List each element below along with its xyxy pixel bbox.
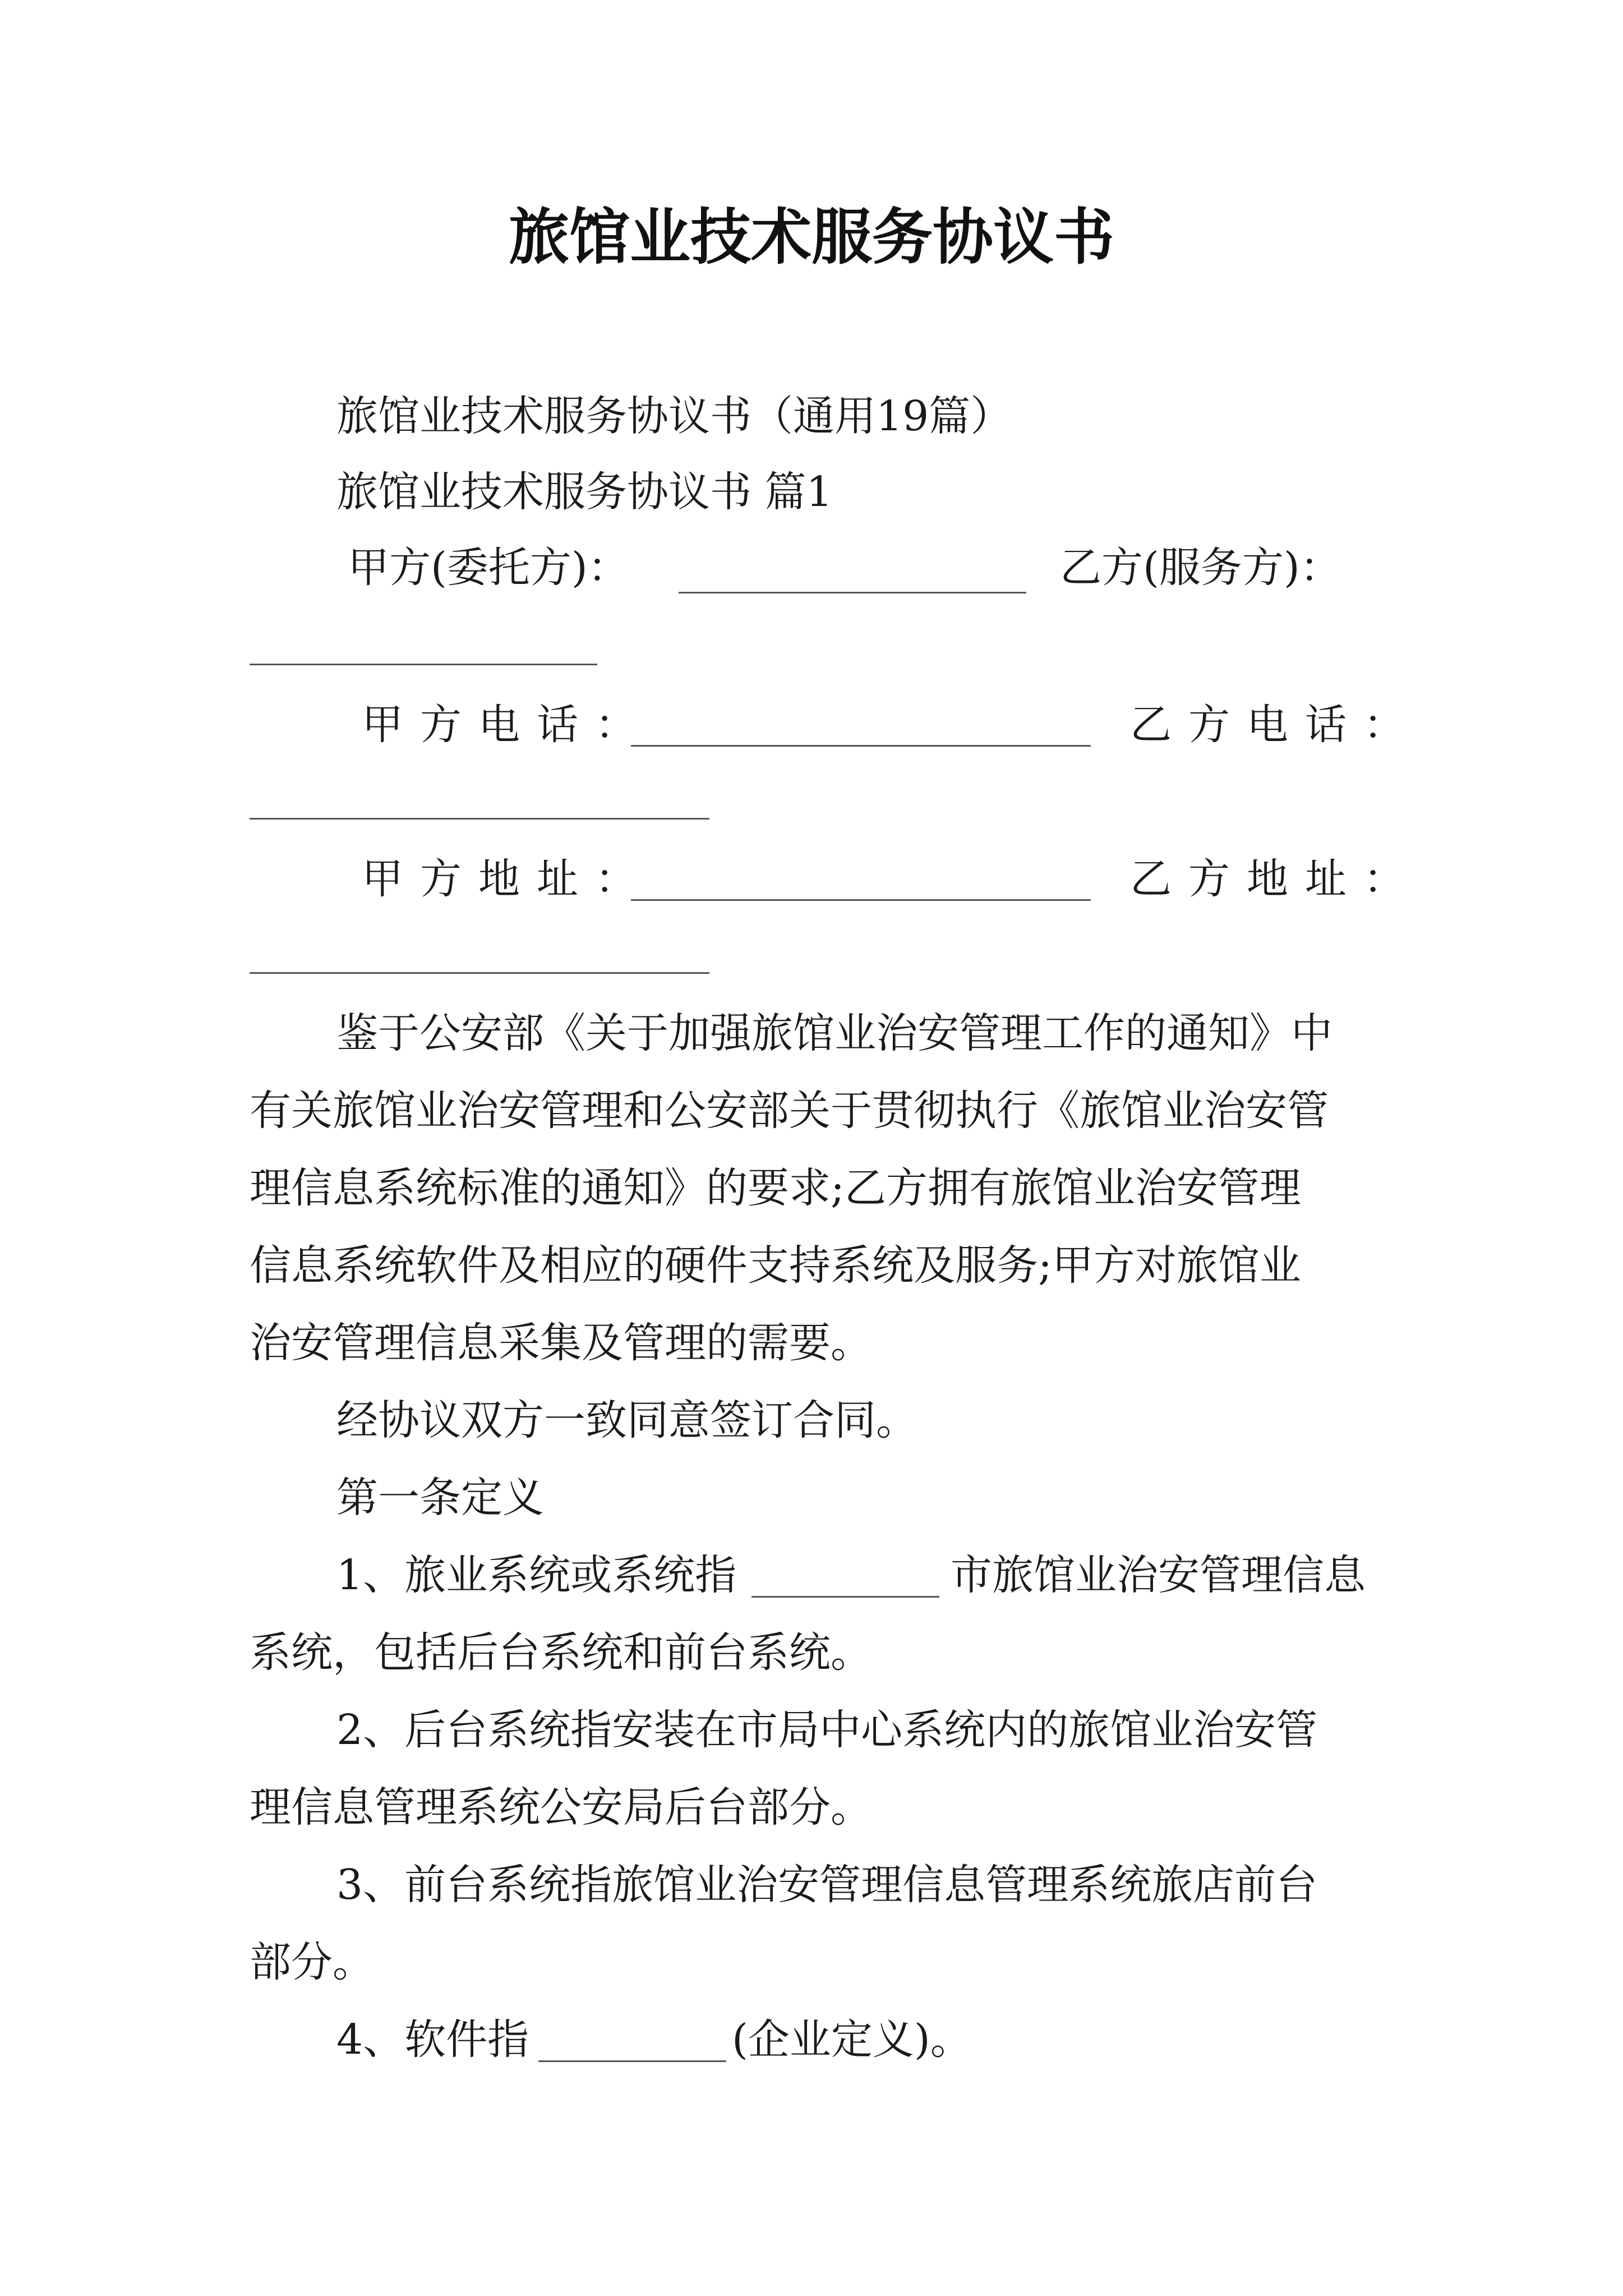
party-b-label: 乙方(服务方)： [1060,544,1341,592]
definition-4-start: 4、软件指 [336,2016,529,2064]
definition-1-end: 市旅馆业治安管理信息 [951,1551,1366,1599]
party-b-phone-blank [250,818,709,820]
preamble-line: 信息系统软件及相应的硬件支持系统及服务;甲方对旅馆业 [250,1241,1301,1290]
page-title: 旅馆业技术服务协议书 [508,203,1114,273]
party-a-phone-blank [631,745,1091,747]
preamble-line: 治安管理信息采集及管理的需要。 [250,1319,872,1367]
definition-3-cont: 部分。 [250,1938,374,1986]
definition-2: 2、后台系统指安装在市局中心系统内的旅馆业治安管 [336,1706,1318,1754]
preamble-line: 鉴于公安部《关于加强旅馆业治安管理工作的通知》中 [336,1009,1332,1057]
article-heading: 第一条定义 [336,1474,544,1522]
party-b-phone-label: 乙方电话： [1130,701,1422,749]
party-b-address-blank [250,972,709,974]
definition-1-start: 1、旅业系统或系统指 [336,1551,737,1599]
party-a-address-label: 甲方地址： [362,855,653,903]
doc-subtitle: 旅馆业技术服务协议书（通用19篇） [336,392,1012,440]
party-a-blank [679,592,1026,593]
chapter-heading: 旅馆业技术服务协议书 篇1 [336,468,833,516]
preamble-line: 理信息系统标准的通知》的要求;乙方拥有旅馆业治安管理 [250,1164,1301,1212]
definition-2-cont: 理信息管理系统公安局后台部分。 [250,1783,872,1832]
preamble-line: 有关旅馆业治安管理和公安部关于贯彻执行《旅馆业治安管 [250,1087,1329,1135]
definition-1-cont: 系统，包括后台系统和前台系统。 [250,1628,872,1677]
party-a-phone-label: 甲方电话： [362,701,653,749]
agreement-sentence: 经协议双方一致同意签订合同。 [336,1396,917,1444]
party-b-address-label: 乙方地址： [1130,855,1422,903]
definition-4-blank [538,2060,726,2062]
definition-3: 3、前台系统指旅馆业治安管理信息管理系统旅店前台 [336,1861,1318,1909]
definition-4-end: (企业定义)。 [732,2016,972,2064]
definition-1-blank [751,1596,939,1598]
party-a-label: 甲方(委托方)： [348,544,629,592]
party-a-address-blank [631,899,1091,901]
party-b-blank [250,664,597,665]
